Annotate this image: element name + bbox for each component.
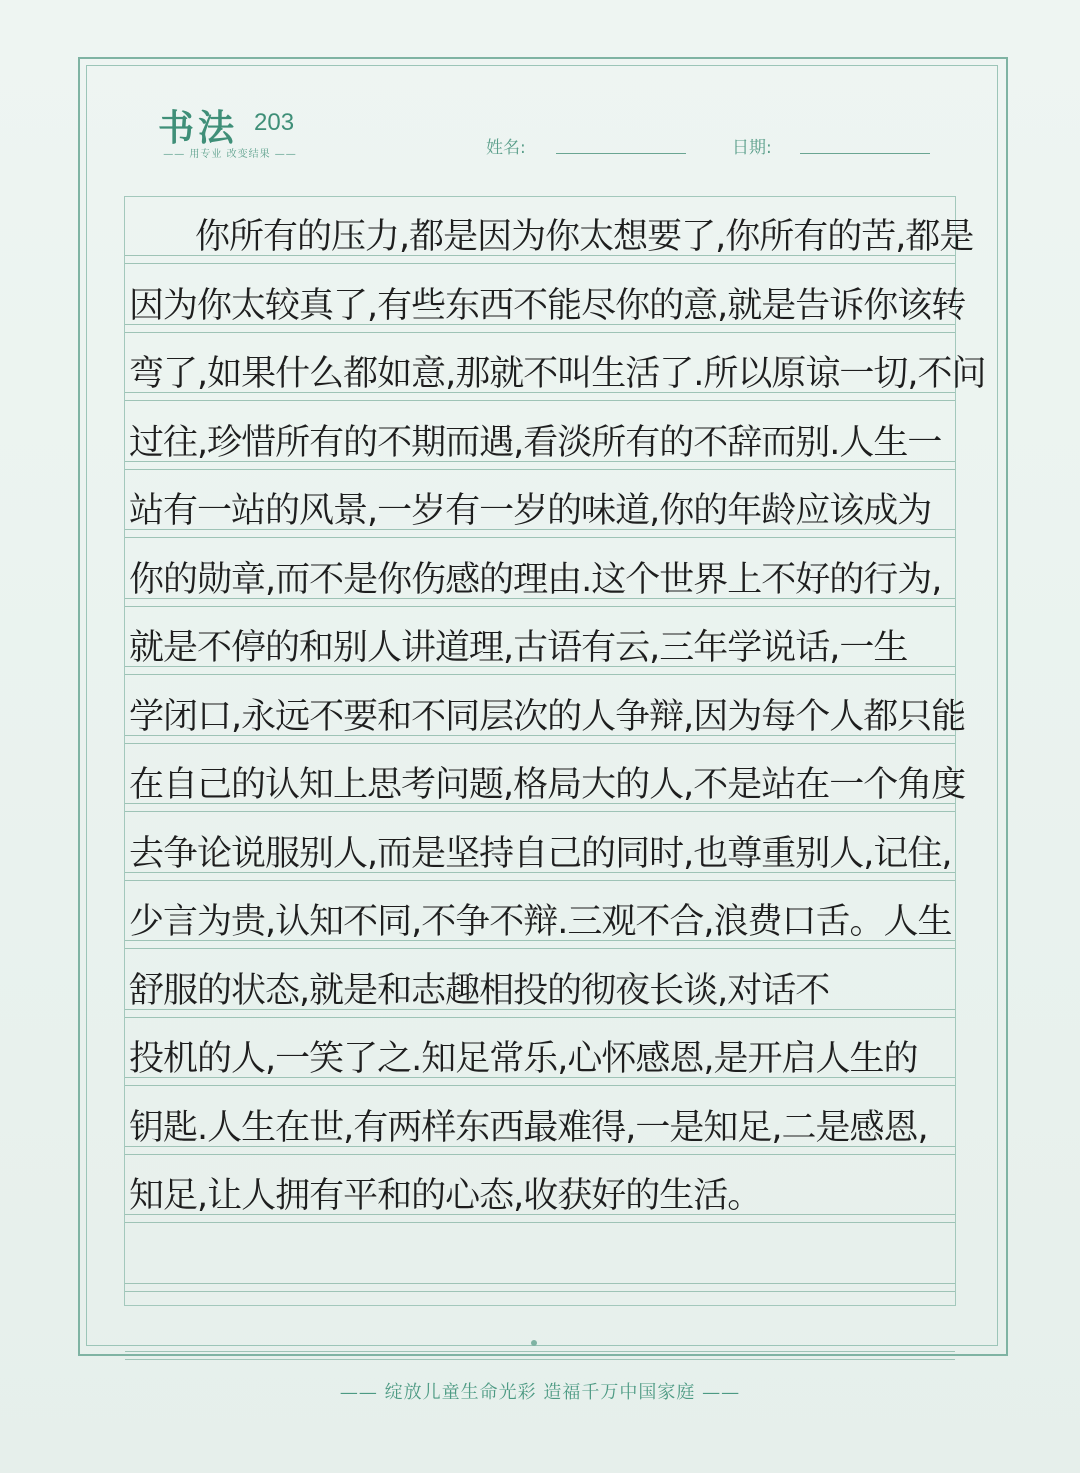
- ruled-line: [125, 1291, 955, 1292]
- ruled-line: [125, 811, 955, 812]
- ruled-line: [125, 537, 955, 538]
- handwritten-line: 去争论说服别人,而是坚持自己的同时,也尊重别人,记住,: [129, 833, 952, 874]
- handwritten-line: 钥匙.人生在世,有两样东西最难得,一是知足,二是感恩,: [129, 1107, 928, 1148]
- handwritten-line: 在自己的认知上思考问题,格局大的人,不是站在一个角度: [129, 765, 966, 805]
- name-label: 姓名:: [486, 138, 526, 158]
- brand-number: 203: [254, 109, 295, 136]
- ruled-line: [125, 1359, 955, 1360]
- ruled-line: [125, 606, 955, 607]
- handwritten-line: 弯了,如果什么都如意,那就不叫生活了.所以原谅一切,不问: [129, 354, 986, 394]
- handwritten-line: 因为你太较真了,有些东西不能尽你的意,就是告诉你该转: [129, 285, 966, 326]
- ruled-line: [125, 469, 955, 470]
- handwritten-line: 过往,珍惜所有的不期而遇,看淡所有的不辞而别.人生一: [129, 422, 942, 463]
- brand-slogan: —— 用专业 改变结果 ——: [163, 149, 297, 160]
- ruled-line: [125, 1351, 955, 1352]
- handwritten-line: 知足,让人拥有平和的心态,收获好的生活。: [129, 1176, 762, 1216]
- center-mark: [531, 1340, 537, 1346]
- date-field-line[interactable]: [800, 153, 930, 154]
- sheet-header: [120, 95, 960, 175]
- ruled-line: [125, 332, 955, 333]
- handwritten-line: 站有一站的风景,一岁有一岁的味道,你的年龄应该成为: [129, 491, 932, 531]
- ruled-line: [125, 948, 955, 949]
- ruled-line: [125, 1085, 955, 1086]
- handwritten-line: 少言为贵,认知不同,不争不辩.三观不合,浪费口舌。人生: [129, 902, 952, 942]
- ruled-line: [125, 400, 955, 401]
- name-field-line[interactable]: [556, 153, 686, 154]
- writing-area: [124, 196, 986, 1306]
- ruled-line: [125, 880, 955, 881]
- date-label: 日期:: [732, 138, 772, 158]
- handwritten-line: 你的勋章,而不是你伤感的理由.这个世界上不好的行为,: [129, 559, 942, 600]
- ruled-line: [125, 743, 955, 744]
- handwritten-line: 投机的人,一笑了之.知足常乐,心怀感恩,是开启人生的: [129, 1039, 918, 1079]
- ruled-line: [125, 674, 955, 675]
- ruled-line: [125, 1154, 955, 1155]
- ruled-line: [125, 1017, 955, 1018]
- handwritten-line: 舒服的状态,就是和志趣相投的彻夜长谈,对话不: [129, 970, 830, 1011]
- handwritten-line: 学闭口,永远不要和不同层次的人争辩,因为每个人都只能: [129, 696, 966, 737]
- brand-title: 书法: [158, 107, 239, 149]
- ruled-line: [125, 1283, 955, 1284]
- handwritten-line: 你所有的压力,都是因为你太想要了,你所有的苦,都是: [195, 217, 974, 257]
- handwritten-line: 就是不停的和别人讲道理,古语有云,三年学说话,一生: [129, 628, 908, 668]
- ruled-line: [125, 1222, 955, 1223]
- footer-motto: —— 绽放儿童生命光彩 造福千万中国家庭 ——: [339, 1382, 741, 1403]
- ruled-line: [125, 263, 955, 264]
